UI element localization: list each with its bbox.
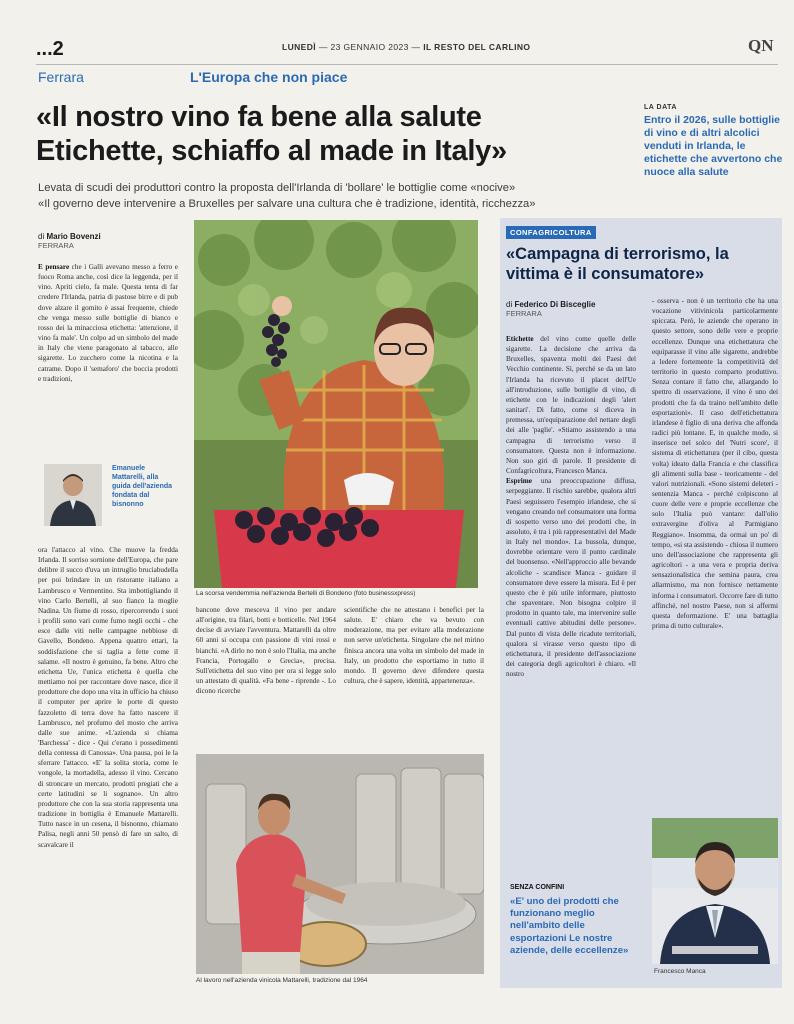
lead-word: Etichette [506, 335, 534, 343]
qn-logo: QN [748, 36, 774, 55]
subhead-line-2: «Il governo deve intervenire a Bruxelles per salvare una cultura che è tradizione, identità, ricchezza» [38, 198, 536, 210]
article-column-3: scientifiche che ne attestano i benefici per la salute. E' chiaro che va bevuto con moderazione, ma per evitare alla moderazione non serve un'etichetta. Singolare che nel mirino finisca ancora una volta un simbolo del made in Italy, un prodotto che esportiamo in tutto il mondo. Il governo deve difendere questa cultura, che è sapere, identità, appartenenza». [344, 606, 484, 686]
date: 23 GENNAIO 2023 [330, 42, 409, 52]
byline-name: Federico Di Bisceglie [514, 300, 596, 309]
harvest-photo [194, 220, 478, 588]
main-byline [38, 232, 101, 250]
article-column-2: bancone dove mesceva il vino per andare all'origine, tra filari, botti e botticelle. Nel 1964 decise di avviare l'avventura. Mattarelli da oltre 60 anni si occupa con passione di vini rossi e bianchi. «A dirlo no non è solo l'Italia, ma anche Francia, Portogallo e Grecia», precisa. Sull'etichetta del suo vino per ora si legge solo un attestato di qualità. «Fa bene - riprende -. Lo dicono ricerche [196, 606, 336, 696]
portrait-box [40, 460, 180, 530]
subhead-line-1: Levata di scudi dei produttori contro la proposta dell'Irlanda di 'bollare' le bottiglie come «nocive» [38, 182, 516, 194]
manca-photo [652, 818, 778, 964]
divider [36, 64, 778, 65]
weekday: LUNEDÌ [282, 42, 317, 52]
portrait-photo [44, 464, 102, 526]
headline-line-2: Etichette, schiaffo al made in Italy» [36, 135, 507, 167]
pullquote-label: SENZA CONFINI [510, 884, 565, 891]
headline-line-1: «Il nostro vino fa bene alla salute [36, 101, 482, 133]
article-column-1a [38, 262, 178, 384]
dateline: LUNEDÌ — 23 GENNAIO 2023 — IL RESTO DEL CARLINO [282, 42, 531, 52]
article-column-1b: ora l'attacco al vino. Che muove la fredda Irlanda. Il sorriso sornione dell'Europa, che pare delibre il succo d'uva un intruglio bruciabudella per poi brindare in un ristorante italiano a Lambrusco e Vermentino. Sta imbottigliando il vino Carlo Bertelli, al suo fianco la moglie Nadina. Un fiume di rosso, ripercorrendo i suoi i profili sono vari come fumo negli occhi - che esce dalle viti nelle campagne nebbiose di Gavello, Bondeno. Appena quattro ettari, la soddisfazione che si taglia a fette come il salame. «Il nostro è genuino, fa bene. Altro che etichetta Ue, l'unica etichetta è quella che mettiamo noi per raccontare dove nasce, dice il produttore che dopo una vita in ufficio ha chiuso il computer per aprire le porte di questo fazzoletto di terra dove ha fatto nascere il Lambrusco, nel profumo del mosto che arriva dalle sue anime. «L'azienda si chiama 'Barchessa' - dice - Qui c'erano i possedimenti della contessa di Canossa». Una pausa, poi le la sferrare l'attacco. «E' la solita storia, come le vongole, la mortadella, adesso il vino. Cercano di stroncare un mercato, prodotti pregiati che a certe latitudini se li sognano». Un altro produttore che con la sua storia rappresenta una tradizione in bottiglia è Emanuele Mattarelli. Tutto nasce in un cesena, il bisnonno, chiamato Palisa, negli anni 50 pensò di fare un salto, di scavalcare il [38, 546, 178, 849]
interview-label: CONFAGRICOLTURA [506, 226, 596, 239]
harvest-photo-caption: La scorsa vendemmia nell'azienda Bertelli di Bondeno (foto businessxpress) [196, 590, 416, 597]
sidebox-label: LA DATA [644, 104, 677, 111]
manca-photo-caption: Francesco Manca [654, 968, 706, 975]
interview-byline [506, 300, 595, 318]
column-text: del vino come quelle delle sigarette. La decisione che arriva da Bruxelles, spaventa molti dei Paesi del Vecchio continente. Sì, perché se da un lato l'Irlanda ha ricevuto il placet dell'Ue all'introduzione, sulle bottiglie di vino, di etichette con le indicazioni degli 'alert sanitari'. Di fatto, come si diceva in premessa, un'equiparazione del nettare degli dei alle 'paglie'. «Stiamo assistendo a una campagna di terrorismo verso il consumatore. Questa non è informazione. Non suo giri di parole. Il presidente di Confagricoltura, Francesco Manca. [506, 335, 636, 476]
byline-name: Mario Bovenzi [46, 232, 101, 241]
headline [36, 100, 636, 168]
portrait-caption: Emanuele Mattarelli, alla guida dell'azienda fondata dal bisnonno [112, 465, 173, 508]
column-text-2: una preoccupazione diffusa, serpeggiante. Il rischio sarebbe, qualora altri Paesi seguissero l'esempio irlandese, che si vengano creando nel consumatore una forma di sospetto verso uno dei prodotti che, in assoluto, è tra i più rappresentativi del Made in Italy nel mondo». La bussola, dunque, dovrebbe orientare vero il punto cardinale del buonsenso. «Nell'approccio alle bevande alcoliche - scandisce Manca - guidare il consumatore deve essere la misura. Ed è per questo che è più utile informare, piuttosto che spaventare. Non bisogna colpire il prodotto in quanto tale, ma intervenire sulle eventuali cattive abitudini delle persone». Dal punto di vista delle ricadute territoriali, qualora si virasse verso questo tipo di etichettatura, il presidente dell'associazione dei categoria degli agricoltori è chiaro. «Il nostro [506, 477, 636, 679]
byline-prefix: di [506, 300, 513, 309]
interview-column-1 [506, 334, 636, 882]
winery-photo [196, 754, 484, 974]
lead-word-2: Esprime [506, 477, 532, 486]
page-number: ...2 [36, 38, 64, 60]
lead-word: E pensare [38, 263, 70, 271]
column-text: che i Galli avevano messo a ferro e fuoco Roma anche, così dice la leggenda, per il vino. Apriti cielo, fa male. Questa tenta di far credere l'Irlanda, patria di pastose birre e di pub dove alzare il gomito è assai frequente, chiede che venga messo sulle bottiglie di bianco e rosso dei la minacciosa etichetta: 'attenzione, il vino fa male'. Un colpo ad un simbolo del made in Italy che viene paragonato al tabacco, alle sigarette. Lo zucchero come la nicotina e la catrame. Dopo il 'semaforo' che boccia prodotti e tradizioni, [38, 263, 178, 383]
pullquote: «E' uno dei prodotti che funzionano meglio nell'ambito delle esportazioni Le nostre aziende, delle eccellenze» [510, 896, 629, 956]
byline-location: FERRARA [38, 241, 74, 250]
newspaper-name: IL RESTO DEL CARLINO [423, 42, 531, 52]
subheadline [38, 180, 638, 212]
interview-title: «Campagna di terrorismo, la vittima è il consumatore» [506, 245, 729, 283]
section-label: Ferrara [38, 69, 84, 85]
byline-location: FERRARA [506, 309, 542, 318]
winery-photo-caption: Al lavoro nell'azienda vinicola Mattarelli, tradizione dal 1964 [196, 977, 368, 984]
sidebox-text: Entro il 2026, sulle bottiglie di vino e di altri alcolici venduti in Irlanda, le etichette che avvertono che nuoce alla salute [644, 114, 783, 178]
kicker: L'Europa che non piace [190, 69, 348, 85]
masthead [0, 36, 794, 60]
date-sidebox [644, 104, 784, 179]
byline-prefix: di [38, 232, 45, 241]
interview-column-2: - osserva - non è un territorio che ha una vocazione vitivinicola particolarmente spiccata. Però, le aziende che operano in questo settore, sono delle vere e proprie eccellenze. Dunque una etichettatura che equiparasse il vino alle sigarette, andrebbe a ledere fortemente la competitività del territorio in questo comparto produttivo. Senza contare il fatto che, allargando lo spettro di osservazione, il vino è uno dei prodotti che fa da traino nell'ambito delle esportazioni». Il caso dell'etichettatura irlandese è figlio di una deriva che affonda radici più lontane. E, in qualche modo, si inserisce nel solco del 'Nutri score', il sistema di etichettatura (per il cibo, questa volta) ideato dalla Francia e che classifica gli alimenti sulla base - teoricamente - del valori nutrizionali. «Sono sistemi deleteri - sentenzia Manca - perché colpiscono al cuore delle vere e proprie eccellenze che solo l'Italia può vantare: dall'olio extravergine d'oliva al Parmigiano Reggiano». Insomma, da ormai un po' di tempo, «si sta assistendo - chiosa il numero uno dell'associazione che rappresenta gli agricoltori - a una vera e propria deriva sensazionalistica che semina paura, crea allarmismo, ma non fornisce nettamente informa i consumatori. Occorre fare di tutto affinché, nel nostro Paese, non si affermi questa deformazione. E' una battaglia prima di tutto culturale». [652, 297, 778, 630]
